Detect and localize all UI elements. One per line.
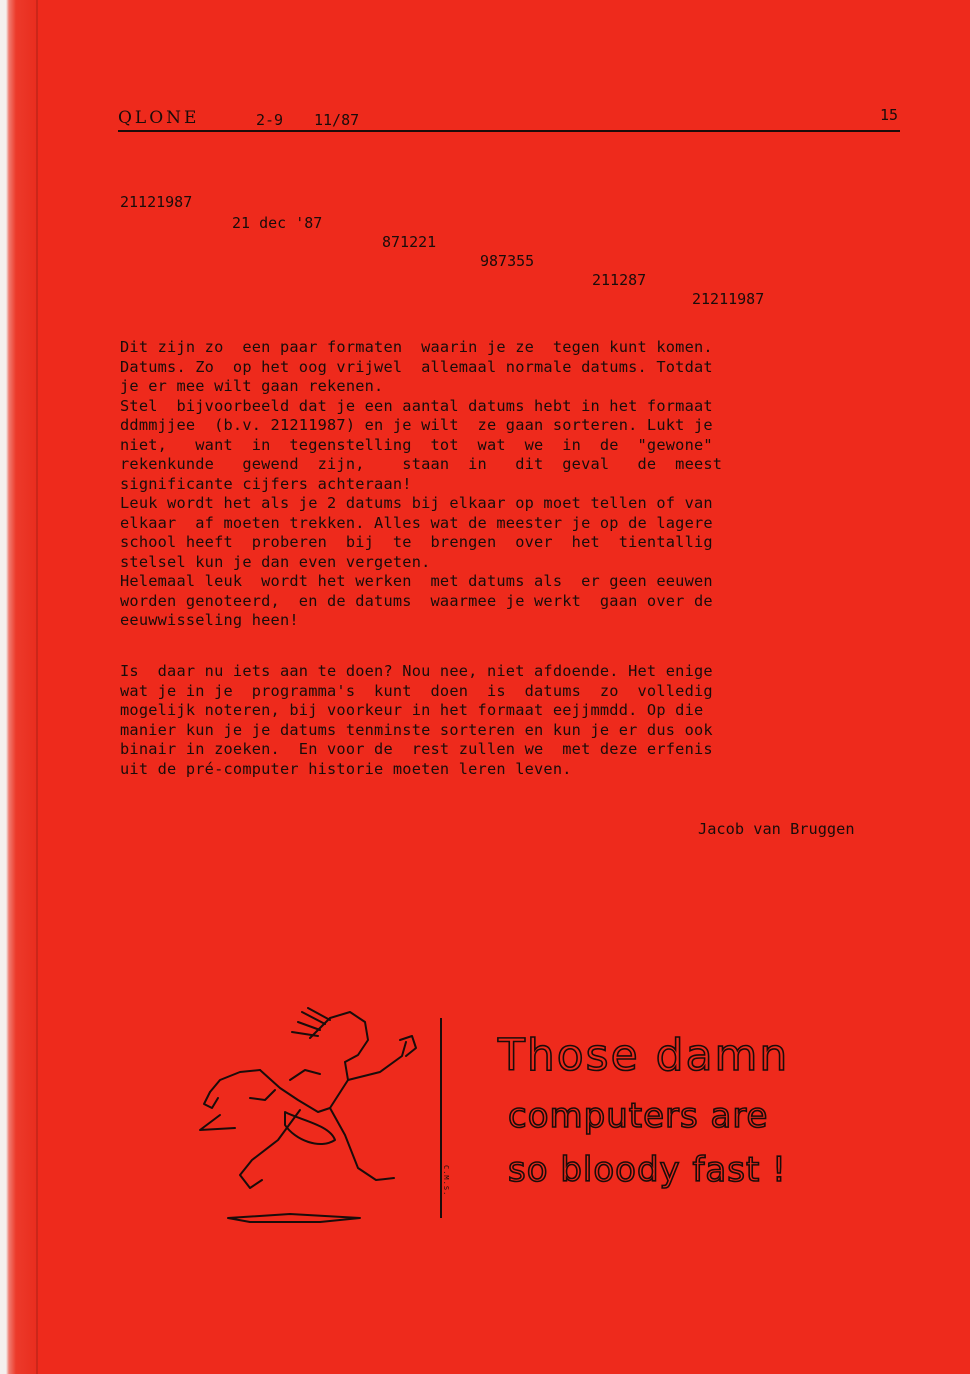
page-number: 15 [879, 106, 898, 124]
date-format-example: 871221 [382, 233, 437, 251]
magazine-date: 11/87 [314, 111, 360, 129]
author-signature: Jacob van Bruggen [698, 820, 855, 838]
article-paragraph: Is daar nu iets aan te doen? Nou nee, niet afdoende. Het enige wat je in je programma's kunt doen is datums zo volledig mogelijk noteren, bij voorkeur in het formaat eejjmmdd. Op die manier kun je je datums tenminste sorteren en kun je er dus ook binair in zoeken. En voor de rest zullen we met deze erfenis uit de pré-computer historie moeten leren leven. [120, 662, 713, 778]
date-format-example: 21 dec '87 [232, 214, 323, 232]
date-format-example: 211287 [592, 271, 647, 289]
date-format-example: 987355 [480, 252, 535, 270]
magazine-issue: 2-9 [256, 111, 284, 129]
page-header [118, 106, 900, 132]
cartoon-slogan-line: Those damn [498, 1030, 790, 1081]
date-format-example: 21211987 [692, 290, 765, 308]
cartoon-credit: C.M.S. [442, 1165, 450, 1197]
running-man-drawing [180, 1000, 440, 1235]
paper-fold-line [36, 0, 38, 1374]
paper-left-edge [0, 0, 38, 1374]
magazine-name: QLONE [118, 108, 200, 128]
article-paragraph: Dit zijn zo een paar formaten waarin je ze tegen kunt komen. Datums. Zo op het oog vrijwel allemaal normale datums. Totdat je er mee wilt gaan rekenen. Stel bijvoorbeeld dat je een aantal datums hebt in het formaat ddmmjjee (b.v. 21211987) en je wilt ze gaan sorteren. Lukt je niet, want in tegenstelling tot wat we in de "gewone" rekenkunde gewend zijn, staan in dit geval de meest significante cijfers achteraan! Leuk wordt het als je 2 datums bij elkaar op moet tellen of van elkaar af moeten trekken. Alles wat de meester je op de lagere school heeft proberen bij te brengen over het tientallig stelsel kun je dan even vergeten. Helemaal leuk wordt het werken met datums als er geen eeuwen worden genoteerd, en de datums waarmee je werkt gaan over de eeuwwisseling heen! [120, 338, 723, 629]
cartoon-slogan-line: so bloody fast ! [508, 1150, 787, 1190]
date-format-example: 21121987 [120, 193, 193, 211]
cartoon-slogan-line: computers are [508, 1096, 769, 1136]
